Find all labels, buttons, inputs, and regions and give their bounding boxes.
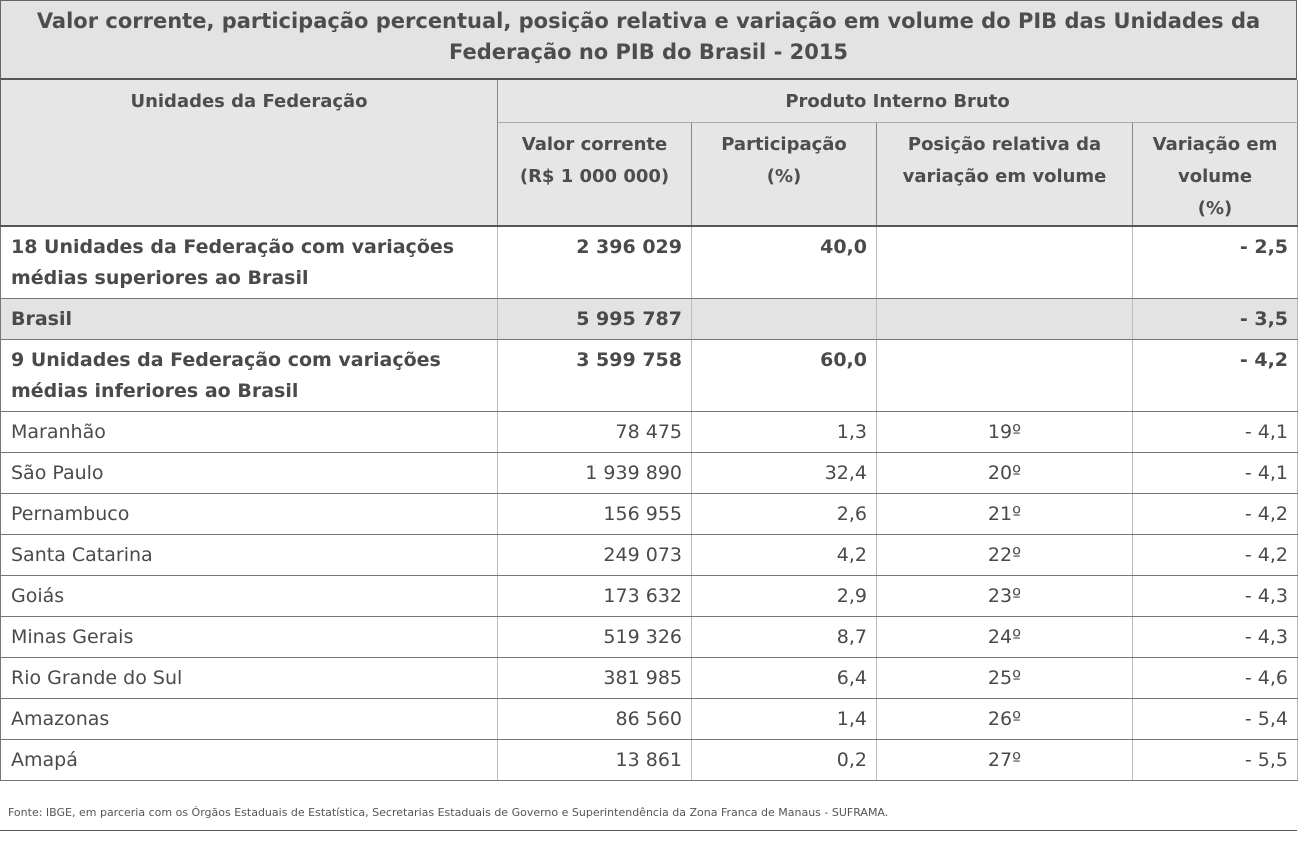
table-row: [1, 698, 1298, 739]
state-part: 6,4: [692, 657, 877, 698]
state-name: Pernambuco: [1, 493, 498, 534]
header-pos-l2: variação em volume: [902, 165, 1107, 187]
state-var: - 4,3: [1133, 575, 1298, 616]
state-part: 32,4: [692, 452, 877, 493]
table-row: [1, 657, 1298, 698]
state-valor: 1 939 890: [498, 452, 692, 493]
state-name: Amapá: [1, 739, 498, 780]
summary-row-superior: [1, 226, 1298, 298]
header-posicao: [877, 122, 1133, 226]
state-name: Goiás: [1, 575, 498, 616]
header-pos-l1: Posição relativa da: [907, 133, 1102, 155]
header-part-l1: Participação: [721, 133, 847, 155]
summary-row-inferior: [1, 339, 1298, 411]
state-name: Amazonas: [1, 698, 498, 739]
state-var: - 4,3: [1133, 616, 1298, 657]
table-row: [1, 493, 1298, 534]
summary-pos: [877, 339, 1133, 411]
state-valor: 519 326: [498, 616, 692, 657]
header-pib-group: Produto Interno Bruto: [498, 80, 1298, 122]
state-pos: 21º: [877, 493, 1133, 534]
state-pos: 22º: [877, 534, 1133, 575]
summary-name-l2: médias inferiores ao Brasil: [11, 379, 299, 402]
state-valor: 249 073: [498, 534, 692, 575]
summary-name-l1: 9 Unidades da Federação com variações: [11, 348, 441, 371]
table-row: [1, 739, 1298, 780]
state-pos: 23º: [877, 575, 1133, 616]
state-valor: 381 985: [498, 657, 692, 698]
summary-name-l2: médias superiores ao Brasil: [11, 267, 309, 289]
summary-row-brasil: [1, 298, 1298, 339]
summary-var: - 2,5: [1133, 226, 1298, 298]
summary-part: 40,0: [692, 226, 877, 298]
state-name: Maranhão: [1, 411, 498, 452]
table-row: [1, 575, 1298, 616]
state-part: 0,2: [692, 739, 877, 780]
header-federation: Unidades da Federação: [1, 80, 498, 226]
summary-var: - 3,5: [1133, 298, 1298, 339]
source-note: Fonte: IBGE, em parceria com os Órgãos Estaduais de Estatística, Secretarias Estaduais de Governo e Superintendência da Zona Franca de Manaus - SUFRAMA.: [0, 799, 1297, 831]
state-pos: 24º: [877, 616, 1133, 657]
state-valor: 13 861: [498, 739, 692, 780]
summary-name: Brasil: [1, 298, 498, 339]
state-var: - 5,4: [1133, 698, 1298, 739]
state-name: Minas Gerais: [1, 616, 498, 657]
state-pos: 20º: [877, 452, 1133, 493]
table-row: [1, 616, 1298, 657]
state-valor: 86 560: [498, 698, 692, 739]
header-valor-l2: (R$ 1 000 000): [519, 165, 670, 187]
header-var-l1: Variação em: [1152, 133, 1278, 155]
summary-valor: 2 396 029: [498, 226, 692, 298]
header-valor-l1: Valor corrente: [521, 133, 668, 155]
summary-name-l1: 18 Unidades da Federação com variações: [11, 236, 455, 258]
state-part: 2,6: [692, 493, 877, 534]
state-name: Santa Catarina: [1, 534, 498, 575]
table-row: [1, 534, 1298, 575]
state-var: - 4,1: [1133, 452, 1298, 493]
state-part: 4,2: [692, 534, 877, 575]
summary-pos: [877, 298, 1133, 339]
header-part-l2: (%): [766, 165, 802, 187]
header-var-l2: volume: [1177, 165, 1253, 187]
summary-var: - 4,2: [1133, 339, 1298, 411]
state-part: 1,4: [692, 698, 877, 739]
table-title: [0, 0, 1297, 80]
state-var: - 5,5: [1133, 739, 1298, 780]
summary-name: [1, 226, 498, 298]
summary-part: 60,0: [692, 339, 877, 411]
state-var: - 4,1: [1133, 411, 1298, 452]
summary-valor: 3 599 758: [498, 339, 692, 411]
header-valor-corrente: [498, 122, 692, 226]
gdp-table: [0, 80, 1298, 781]
state-part: 8,7: [692, 616, 877, 657]
summary-part: [692, 298, 877, 339]
state-pos: 25º: [877, 657, 1133, 698]
state-valor: 173 632: [498, 575, 692, 616]
state-valor: 156 955: [498, 493, 692, 534]
state-name: São Paulo: [1, 452, 498, 493]
state-pos: 19º: [877, 411, 1133, 452]
summary-pos: [877, 226, 1133, 298]
state-var: - 4,6: [1133, 657, 1298, 698]
header-var-l3: (%): [1197, 197, 1233, 219]
summary-valor: 5 995 787: [498, 298, 692, 339]
table-row: [1, 411, 1298, 452]
table-row: [1, 452, 1298, 493]
state-part: 2,9: [692, 575, 877, 616]
state-var: - 4,2: [1133, 493, 1298, 534]
state-pos: 27º: [877, 739, 1133, 780]
table-title-line-1: Valor corrente, participação percentual, posição relativa e variação em volume do PIB das Unidades da: [36, 9, 1261, 33]
table-title-line-2: Federação no PIB do Brasil - 2015: [448, 40, 849, 64]
state-pos: 26º: [877, 698, 1133, 739]
summary-name: [1, 339, 498, 411]
state-var: - 4,2: [1133, 534, 1298, 575]
state-valor: 78 475: [498, 411, 692, 452]
header-participacao: [692, 122, 877, 226]
state-name: Rio Grande do Sul: [1, 657, 498, 698]
header-variacao: [1133, 122, 1298, 226]
state-part: 1,3: [692, 411, 877, 452]
